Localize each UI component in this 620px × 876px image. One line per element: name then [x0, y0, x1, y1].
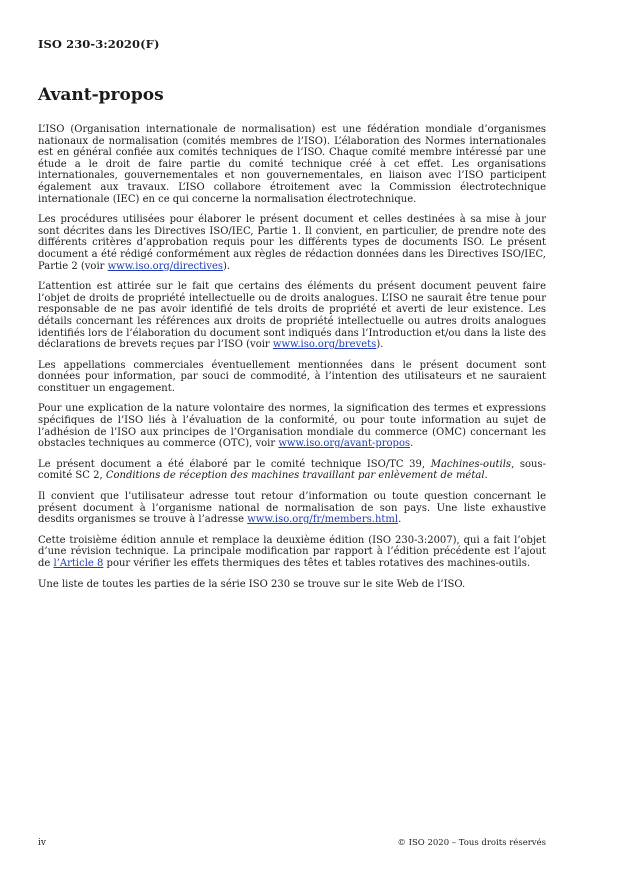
foreword-body [38, 124, 546, 599]
link-directives[interactable]: www.iso.org/directives [107, 260, 224, 272]
paragraph-committee: Le présent document a été élaboré par le comité technique ISO/TC 39, Machines-outils, sous-comité SC 2, Conditions de réception des machines travaillant par enlèvement de métal. [38, 458, 546, 482]
link-brevets[interactable]: www.iso.org/brevets [272, 339, 377, 351]
paragraph-patents: L’attention est attirée sur le fait que certains des éléments du présent document peuvent faire l’objet de droits de propriété intellectuelle ou de droits analogues. L’ISO ne saurait être tenue pour responsable de ne pas avoir identifié de tels droits de propriété et averti de leur existence. Les détails concernant les références aux droits de propriété intellectuelle ou autres droits analogues identifiés lors de l’élaboration du document sont indiqués dans l’Introduction et/ou dans la liste des déclarations de brevets reçues par l’ISO (voir www.iso.org/brevets). [38, 281, 546, 351]
paragraph-series: Une liste de toutes les parties de la série ISO 230 se trouve sur le site Web de l’ISO. [38, 578, 466, 590]
copyright-notice: © ISO 2020 – Tous droits réservés [397, 838, 546, 848]
page-title: Avant-propos [38, 85, 164, 105]
link-article-8[interactable]: l’Article 8 [53, 558, 104, 569]
paragraph-feedback: Il convient que l’utilisateur adresse tout retour d’information ou toute question concernant le présent document à l’organisme national de normalisation de son pays. Une liste exhaustive desdits organismes se trouve à l’adresse www.iso.org/fr/members.html. [38, 491, 546, 526]
paragraph-procedures: Les procédures utilisées pour élaborer le présent document et celles destinées à sa mise à jour sont décrites dans les Directives ISO/IEC, Partie 1. Il convient, en particulier, de prendre note des différents critères d’approbation requis pour les différents types de documents ISO. Le présent document a été rédigé conformément aux règles de rédaction données dans les Directives ISO/IEC, Partie 2 (voir www.iso.org/directives). [38, 214, 546, 272]
paragraph-iso-intro: L’ISO (Organisation internationale de normalisation) est une fédération mondiale d’organismes nationaux de normalisation (comités membres de l’ISO). L’élaboration des Normes internationales est en général confiée aux comités techniques de l’ISO. Chaque comité membre intéressé par une étude a le droit de faire partie du comité technique créé à cet effet. Les organisations internationales, gouvernementales et non gouvernementales, en liaison avec l’ISO participent également aux travaux. L’ISO collabore étroitement avec la Commission électrotechnique internationale (IEC) en ce qui concerne la normalisation électrotechnique. [38, 124, 546, 205]
paragraph-edition: Cette troisième édition annule et remplace la deuxième édition (ISO 230-3:2007), qui a fait l’objet d’une révision technique. La principale modification par rapport à l’édition précédente est l’ajout de l’Article 8 pour vérifier les effets thermiques des têtes et tables rotatives des machines-outils. [38, 534, 546, 569]
link-members[interactable]: www.iso.org/fr/members.html [247, 514, 399, 526]
link-avant-propos[interactable]: www.iso.org/avant-propos [278, 438, 411, 450]
document-id: ISO 230-3:2020(F) [38, 37, 160, 51]
paragraph-trade-names: Les appellations commerciales éventuellement mentionnées dans le présent document sont données pour information, par souci de commodité, à l’intention des utilisateurs et ne sauraient constituer un engagement. [38, 359, 546, 394]
paragraph-voluntary-nature: Pour une explication de la nature volontaire des normes, la signification des termes et expressions spécifiques de l’ISO liés à l’évaluation de la conformité, ou pour toute information au sujet de l’adhésion de l’ISO aux principes de l’Organisation mondiale du commerce (OMC) concernant les obstacles techniques au commerce (OTC), voir www.iso.org/avant-propos. [38, 403, 546, 450]
page-number: iv [38, 838, 46, 848]
